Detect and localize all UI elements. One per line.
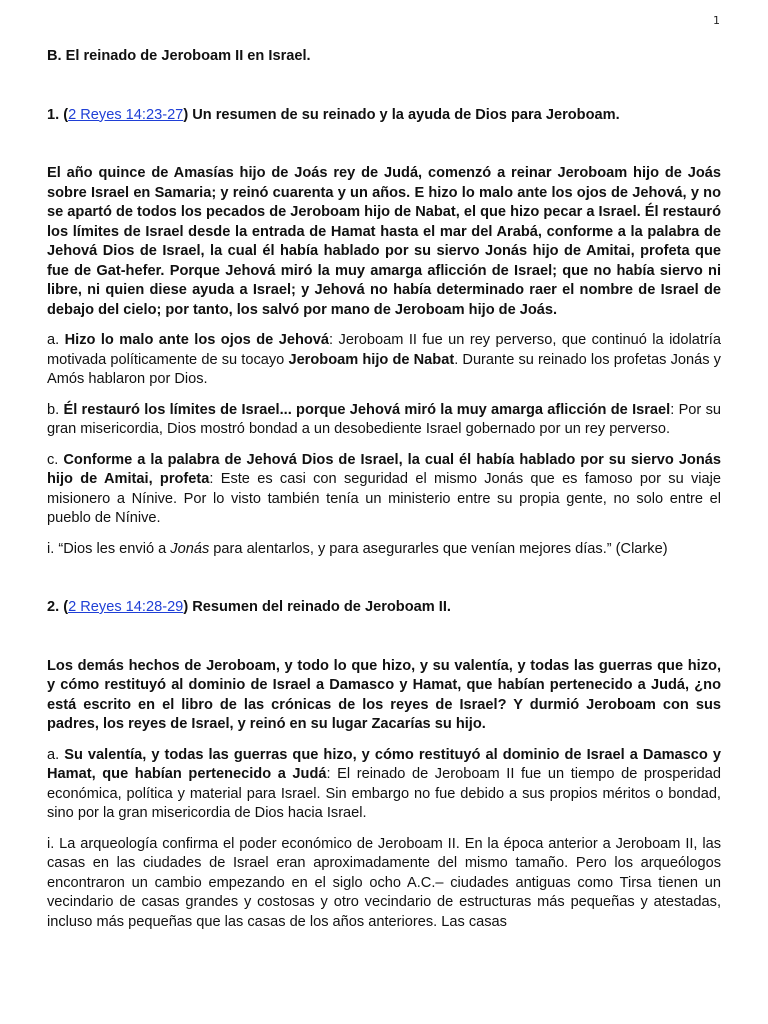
point-quote-2: Jeroboam hijo de Nabat xyxy=(288,351,455,368)
section-1-subpoint-i xyxy=(47,540,721,560)
point-quote: Él restauró los límites de Israel... porque Jehová miró la muy amarga aflicción de Israel xyxy=(63,401,671,418)
document-body xyxy=(47,47,721,932)
section-2-point-a xyxy=(47,746,721,824)
point-quote: Hizo lo malo ante los ojos de Jehová xyxy=(64,332,330,348)
section-heading-b: B. El reinado de Jeroboam II en Israel. xyxy=(47,48,311,64)
point-text-2: . Durante su reinado los profetas Jonás y Amós hablaron por Dios. xyxy=(47,351,721,387)
section-1-point-c xyxy=(47,451,721,529)
point-marker: c. xyxy=(47,451,64,468)
section-2-scripture: Los demás hechos de Jeroboam, y todo lo que hizo, y su valentía, y todas las guerras que hizo, y cómo restituyó al dominio de Israel a Damasco y Hamat, que habían pertenecido a Judá, ¿no está escrito en el libro de las crónicas de los reyes de Israel? Y durmió Jeroboam con sus padres, los reyes de Israel, y reinó en su lugar Zacarías su hijo. xyxy=(47,657,721,732)
section-1-title: ) Un resumen de su reinado y la ayuda de Dios para Jeroboam. xyxy=(183,106,620,123)
section-1-point-b xyxy=(47,401,721,440)
section-1-heading xyxy=(47,106,721,126)
section-2-prefix: 2. ( xyxy=(47,599,69,615)
section-2-subpoint-i: i. La arqueología confirma el poder económico de Jeroboam II. En la época anterior a Jeroboam II, las casas en las ciudades de Israel eran aproximadamente del mismo tamaño. Pero los arqueólogos encontraron un cambio empezando en el siglo ocho A.C.– ciudades antiguas como Tirsa tienen un vecindario de casas grandes y costosas y otro vecindario de estructuras más pequeñas y atestadas, incluso más pequeñas que las casas de los años anteriores. Las casas xyxy=(47,835,721,930)
point-text: : El reinado de Jeroboam II fue un tiempo de prosperidad económica, política y material para Israel. Sin embargo no fue debido a sus propios méritos o bondad, sino por la gran misericordia de Dios hacia Israel. xyxy=(47,766,721,821)
point-marker: a. xyxy=(47,746,65,763)
point-marker: b. xyxy=(47,401,64,418)
point-text: : Jeroboam II fue un rey perverso, que continuó la idolatría motivada políticamente de su tocayo xyxy=(47,332,721,368)
subpoint-text-2: para alentarlos, y para asegurarles que venían mejores días.” (Clarke) xyxy=(209,540,668,557)
point-quote: Conforme a la palabra de Jehová Dios de Israel, la cual él había hablado por su siervo Jonás hijo de Amitai, profeta xyxy=(47,451,721,487)
point-text: : Por su gran misericordia, Dios mostró bondad a un desobediente Israel gobernado por un rey perverso. xyxy=(47,401,721,437)
scripture-link-2-reyes-14-28-29[interactable]: 2 Reyes 14:28-29 xyxy=(68,599,184,615)
section-2-title: ) Resumen del reinado de Jeroboam II. xyxy=(183,599,451,615)
section-1-prefix: 1. ( xyxy=(47,106,69,123)
point-quote: Su valentía, y todas las guerras que hizo, y cómo restituyó al dominio de Israel a Damasco y Hamat, que habían pertenecido a Judá xyxy=(47,746,721,782)
scripture-link-2-reyes-14-23-27[interactable]: 2 Reyes 14:23-27 xyxy=(68,106,184,123)
section-1-scripture: El año quince de Amasías hijo de Joás rey de Judá, comenzó a reinar Jeroboam hijo de Joás sobre Israel en Samaria; y reinó cuarenta y un años. E hizo lo malo ante los ojos de Jehová, y no se apartó de todos los pecados de Jeroboam hijo de Nabat, el que hizo pecar a Israel. Él restauró los límites de Israel desde la entrada de Hamat hasta el mar del Arabá, conforme a la palabra de Jehová Dios de Israel, la cual él había hablado por su siervo Jonás hijo de Amitai, profeta que fue de Gat-hefer. Porque Jehová miró la muy amarga aflicción de Israel; que no había siervo ni libre, ni quien diese ayuda a Israel; y Jehová no había determinado raer el nombre de Israel de debajo del cielo; por tanto, los salvó por mano de Jeroboam hijo de Joás. xyxy=(47,165,721,318)
point-text: : Este es casi con seguridad el mismo Jonás que es famoso por su viaje misionero a Nínive. Por lo visto también tenía un ministerio entre su propia gente, no solo entre el pueblo de Nínive. xyxy=(47,471,721,526)
subpoint-italic: Jonás xyxy=(170,540,210,557)
page-number: 1 xyxy=(713,14,720,27)
section-2-heading xyxy=(47,598,721,618)
subpoint-text: i. “Dios les envió a xyxy=(47,540,171,557)
point-marker: a. xyxy=(47,332,65,348)
section-1-point-a xyxy=(47,331,721,390)
